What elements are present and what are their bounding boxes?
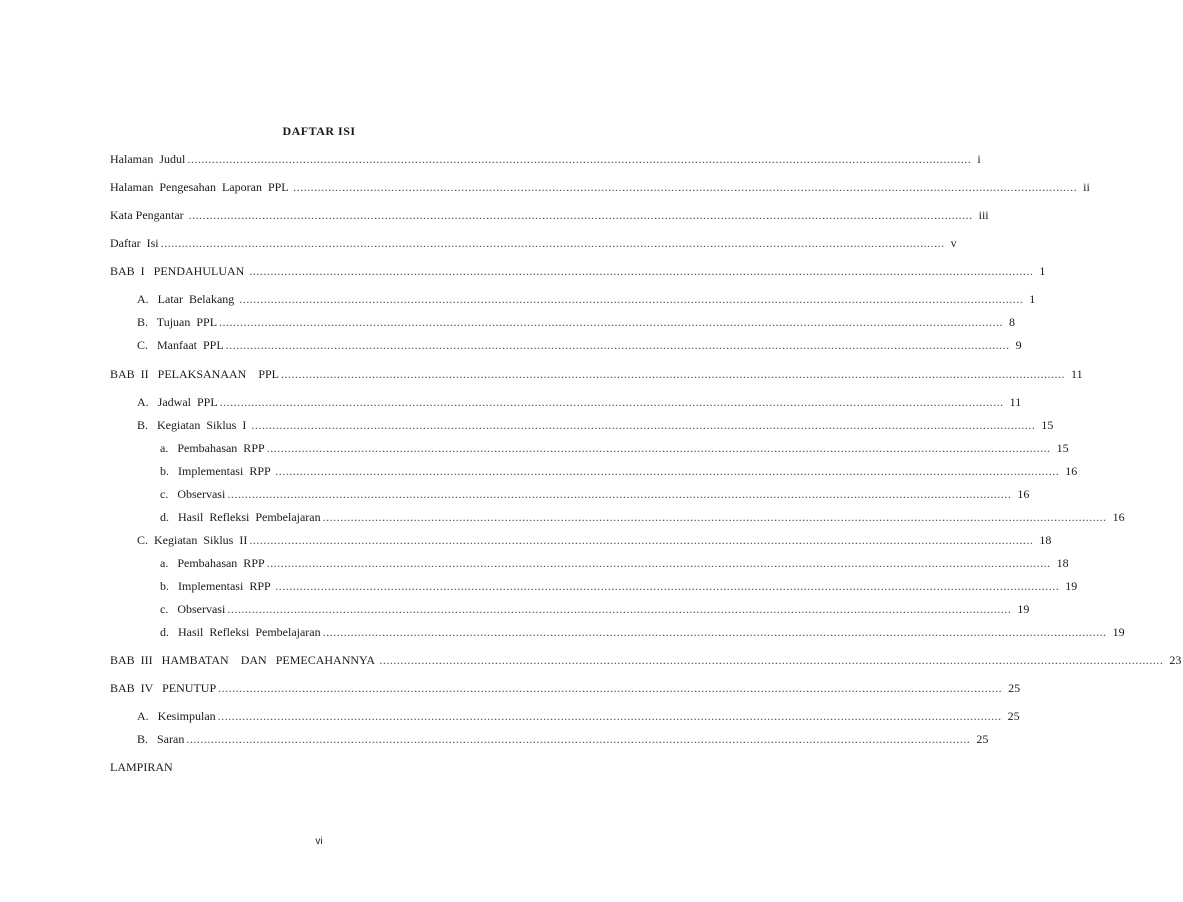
toc-entry <box>110 207 989 223</box>
dot-leader: ................................................................................................................................................................................................................................ <box>225 338 1010 352</box>
toc-entry-label: B. Tujuan PPL <box>137 315 218 329</box>
dot-leader: ................................................................................................................................................................................................................................ <box>160 236 945 250</box>
toc-entry-label: BAB II PELAKSANAAN PPL <box>110 367 280 381</box>
toc-entry-page: 16 <box>1112 510 1125 524</box>
toc-entry-label: BAB III HAMBATAN DAN PEMECAHANNYA <box>110 653 378 667</box>
toc-entry-page: 11 <box>1009 395 1022 409</box>
toc-entry-label: b. Implementasi RPP <box>160 579 274 593</box>
toc-entry-page: 8 <box>1009 315 1016 329</box>
toc-entry-label: c. Observasi <box>160 602 226 616</box>
dot-leader: ................................................................................................................................................................................................................................ <box>217 709 1002 723</box>
toc-entry-page: 16 <box>1065 464 1078 478</box>
toc-entry <box>137 291 1036 307</box>
toc-entry <box>110 179 1090 195</box>
toc-entry-label: d. Hasil Refleksi Pembelajaran <box>160 625 321 639</box>
toc-entry-label: a. Pembahasan RPP <box>160 556 265 570</box>
toc-entry <box>110 235 957 251</box>
dot-leader: ................................................................................................................................................................................................................................ <box>293 180 1078 194</box>
dot-leader: ................................................................................................................................................................................................................................ <box>251 418 1036 432</box>
dot-leader: ................................................................................................................................................................................................................................ <box>275 464 1060 478</box>
toc-entry <box>160 578 1078 594</box>
dot-leader: ................................................................................................................................................................................................................................ <box>239 292 1024 306</box>
toc-entry-label: C. Kegiatan Siklus II <box>137 533 248 547</box>
dot-leader: ................................................................................................................................................................................................................................ <box>249 533 1034 547</box>
toc-entry <box>137 337 1022 353</box>
toc-entry-label: BAB I PENDAHULUAN <box>110 264 248 278</box>
dot-leader: ................................................................................................................................................................................................................................ <box>322 510 1107 524</box>
toc-entry-page: 18 <box>1039 533 1052 547</box>
toc-entry-label: LAMPIRAN <box>110 760 173 774</box>
toc-entry-label: A. Latar Belakang <box>137 292 238 306</box>
toc-entry <box>160 555 1069 571</box>
dot-leader: ................................................................................................................................................................................................................................ <box>219 395 1004 409</box>
toc-entry-page: v <box>950 236 957 250</box>
dot-leader: ................................................................................................................................................................................................................................ <box>266 556 1051 570</box>
toc-entry <box>137 314 1016 330</box>
toc-entry <box>137 417 1054 433</box>
toc-entry-page: 23 <box>1169 653 1182 667</box>
toc-entry-label: B. Saran <box>137 732 185 746</box>
toc-entry-page: i <box>977 152 981 166</box>
toc-entry-page: ii <box>1083 180 1090 194</box>
toc-entry <box>110 263 1046 279</box>
toc-entry-page: 18 <box>1056 556 1069 570</box>
toc-entry-page: 25 <box>1008 681 1021 695</box>
dot-leader: ................................................................................................................................................................................................................................ <box>219 315 1004 329</box>
toc-entry-label: A. Kesimpulan <box>137 709 216 723</box>
page-number: vi <box>315 836 323 847</box>
dot-leader: ................................................................................................................................................................................................................................ <box>266 441 1051 455</box>
toc-entry-label: C. Manfaat PPL <box>137 338 224 352</box>
dot-leader: ................................................................................................................................................................................................................................ <box>322 625 1107 639</box>
dot-leader: ................................................................................................................................................................................................................................ <box>379 653 1164 667</box>
dot-leader: ................................................................................................................................................................................................................................ <box>227 487 1012 501</box>
toc-entry-label: A. Jadwal PPL <box>137 395 218 409</box>
dot-leader: ................................................................................................................................................................................................................................ <box>186 732 971 746</box>
toc-entry <box>137 532 1052 548</box>
toc-entry-label: b. Implementasi RPP <box>160 464 274 478</box>
toc-entry-label: Kata Pengantar <box>110 208 187 222</box>
toc-entry-page: 16 <box>1017 487 1030 501</box>
toc-entry-label: BAB IV PENUTUP <box>110 681 217 695</box>
toc-entry-page: 25 <box>1007 709 1020 723</box>
toc-entry-page: 9 <box>1015 338 1022 352</box>
toc-entry <box>110 652 1182 668</box>
toc-entry-page: 19 <box>1065 579 1078 593</box>
toc-entry-label: c. Observasi <box>160 487 226 501</box>
toc-entry-label: a. Pembahasan RPP <box>160 441 265 455</box>
dot-leader: ................................................................................................................................................................................................................................ <box>187 152 972 166</box>
dot-leader: ................................................................................................................................................................................................................................ <box>188 208 973 222</box>
dot-leader: ................................................................................................................................................................................................................................ <box>227 602 1012 616</box>
dot-leader: ................................................................................................................................................................................................................................ <box>249 264 1034 278</box>
toc-entry-page: 19 <box>1017 602 1030 616</box>
toc-entry <box>160 509 1125 525</box>
toc-entry-page: 1 <box>1029 292 1036 306</box>
toc-entry <box>110 759 528 775</box>
dot-leader: ................................................................................................................................................................................................................................ <box>275 579 1060 593</box>
dot-leader: ................................................................................................................................................................................................................................ <box>218 681 1003 695</box>
toc-entry-label: Halaman Pengesahan Laporan PPL <box>110 180 292 194</box>
toc-entry <box>160 624 1125 640</box>
toc-entry-page: 11 <box>1071 367 1083 381</box>
toc-entry <box>160 463 1078 479</box>
toc-entry-page: 15 <box>1056 441 1069 455</box>
page-title: DAFTAR ISI <box>282 124 356 138</box>
toc-entry-label: d. Hasil Refleksi Pembelajaran <box>160 510 321 524</box>
toc-entry <box>110 151 981 167</box>
toc-entry <box>137 708 1020 724</box>
toc-entry-label: B. Kegiatan Siklus I <box>137 418 250 432</box>
toc-entry-page: 25 <box>976 732 989 746</box>
toc-entry-page: iii <box>978 208 989 222</box>
toc-entry-label: Daftar Isi <box>110 236 159 250</box>
toc-entry-page: 15 <box>1041 418 1054 432</box>
toc-entry <box>137 394 1022 410</box>
toc-entry-page: 19 <box>1112 625 1125 639</box>
toc-entry-label: Halaman Judul <box>110 152 186 166</box>
toc-entry <box>137 731 989 747</box>
toc-entry <box>160 601 1030 617</box>
toc-entry <box>110 366 1083 382</box>
toc-entry <box>160 486 1030 502</box>
toc-entry <box>160 440 1069 456</box>
toc-entry <box>110 680 1021 696</box>
toc-entry-page: 1 <box>1039 264 1046 278</box>
dot-leader: ................................................................................................................................................................................................................................ <box>281 367 1066 381</box>
